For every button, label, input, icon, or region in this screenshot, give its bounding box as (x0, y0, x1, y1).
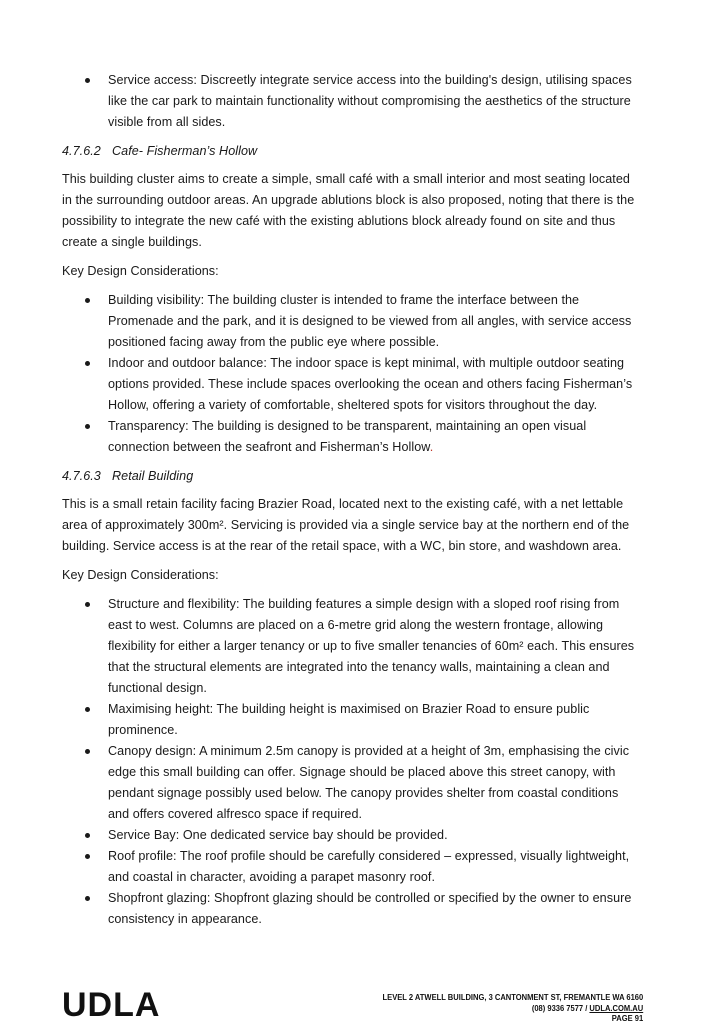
page-number: PAGE 91 (611, 1013, 643, 1023)
trailing-period: . (429, 440, 434, 454)
section-title: Retail Building (112, 469, 194, 483)
cafe-bullet-list (62, 290, 642, 458)
intro-bullet-list (62, 70, 642, 133)
list-item: Building visibility: The building cluster is intended to frame the interface between the Promenade and the park, and it is designed to be viewed from all angles, with service access positioned facing away from the public eye where possible. (62, 290, 642, 353)
retail-paragraph: This is a small retain facility facing Brazier Road, located next to the existing café, with a net lettable area of approximately 300m². Servicing is provided via a single service bay at the northern end of the building. Service access is at the rear of the retail space, with a WC, bin store, and washdown area. (62, 497, 630, 553)
footer-phone-web: (08) 9336 7577 / UDLA.COM.AU (531, 1002, 643, 1013)
bullet-icon (85, 896, 90, 901)
bullet-icon (85, 298, 90, 303)
bullet-icon (85, 424, 90, 429)
section-title: Cafe- Fisherman’s Hollow (112, 144, 258, 158)
bullet-icon (85, 602, 90, 607)
bullet-icon (85, 833, 90, 838)
cafe-paragraph: This building cluster aims to create a simple, small café with a small interior and most seating located in the surrounding outdoor areas. An upgrade ablutions block is also proposed, noting that there is the possibility to integrate the new café with the existing ablutions block already found on site and thus create a single buildings. (62, 172, 635, 249)
list-item: Structure and flexibility: The building features a simple design with a sloped roof rising from east to west. Columns are placed on a 6-metre grid along the western frontage, allowing flexibility for either a larger tenancy or up to five smaller tenancies of 60m² each. This ensures that the structural elements are integrated into the tenancy walls, maintaining a clean and functional design. (62, 594, 642, 699)
section-heading-retail (62, 466, 642, 487)
retail-considerations-label: Key Design Considerations: (62, 568, 219, 582)
section-number: 4.7.6.2 (62, 144, 101, 158)
list-item: Canopy design: A minimum 2.5m canopy is provided at a height of 3m, emphasising the civic edge this small building can offer. Signage should be placed above this street canopy, with pendant signage possibly used below. The canopy provides shelter from coastal conditions and offers covered alfresco space if required. (62, 741, 642, 825)
footer-phone: (08) 9336 7577 (531, 1002, 583, 1013)
section-heading-cafe (62, 141, 642, 162)
list-item: Transparency: The building is designed to be transparent, maintaining an open visual connection between the seafront and Fisherman’s Hollow. (62, 416, 642, 458)
cafe-considerations-label: Key Design Considerations: (62, 264, 219, 278)
list-item: Service access: Discreetly integrate service access into the building's design, utilising spaces like the car park to maintain functionality without compromising the aesthetics of the structure visible from all sides. (62, 70, 642, 133)
footer-website-link[interactable]: UDLA.COM.AU (589, 1002, 643, 1013)
footer-contact (382, 992, 643, 1024)
bullet-icon (85, 361, 90, 366)
list-item: Shopfront glazing: Shopfront glazing should be controlled or specified by the owner to ensure consistency in appearance. (62, 888, 642, 930)
bullet-icon (85, 749, 90, 754)
retail-bullet-list (62, 594, 642, 930)
list-item: Maximising height: The building height is maximised on Brazier Road to ensure public prominence. (62, 699, 642, 741)
footer-address: LEVEL 2 ATWELL BUILDING, 3 CANTONMENT ST, FREMANTLE WA 6160 (382, 992, 643, 1002)
list-item: Roof profile: The roof profile should be carefully considered – expressed, visually lightweight, and coastal in character, avoiding a parapet masonry roof. (62, 846, 642, 888)
section-number: 4.7.6.3 (62, 469, 101, 483)
page-content (62, 70, 642, 938)
bullet-icon (85, 854, 90, 859)
list-item: Service Bay: One dedicated service bay should be provided. (62, 825, 642, 846)
udla-logo: UDLA (62, 986, 161, 1024)
bullet-icon (85, 707, 90, 712)
list-item: Indoor and outdoor balance: The indoor space is kept minimal, with multiple outdoor seating options provided. These include spaces overlooking the ocean and others facing Fisherman’s Hollow, offering a variety of comfortable, sheltered spots for visitors throughout the day. (62, 353, 642, 416)
bullet-icon (85, 78, 90, 83)
